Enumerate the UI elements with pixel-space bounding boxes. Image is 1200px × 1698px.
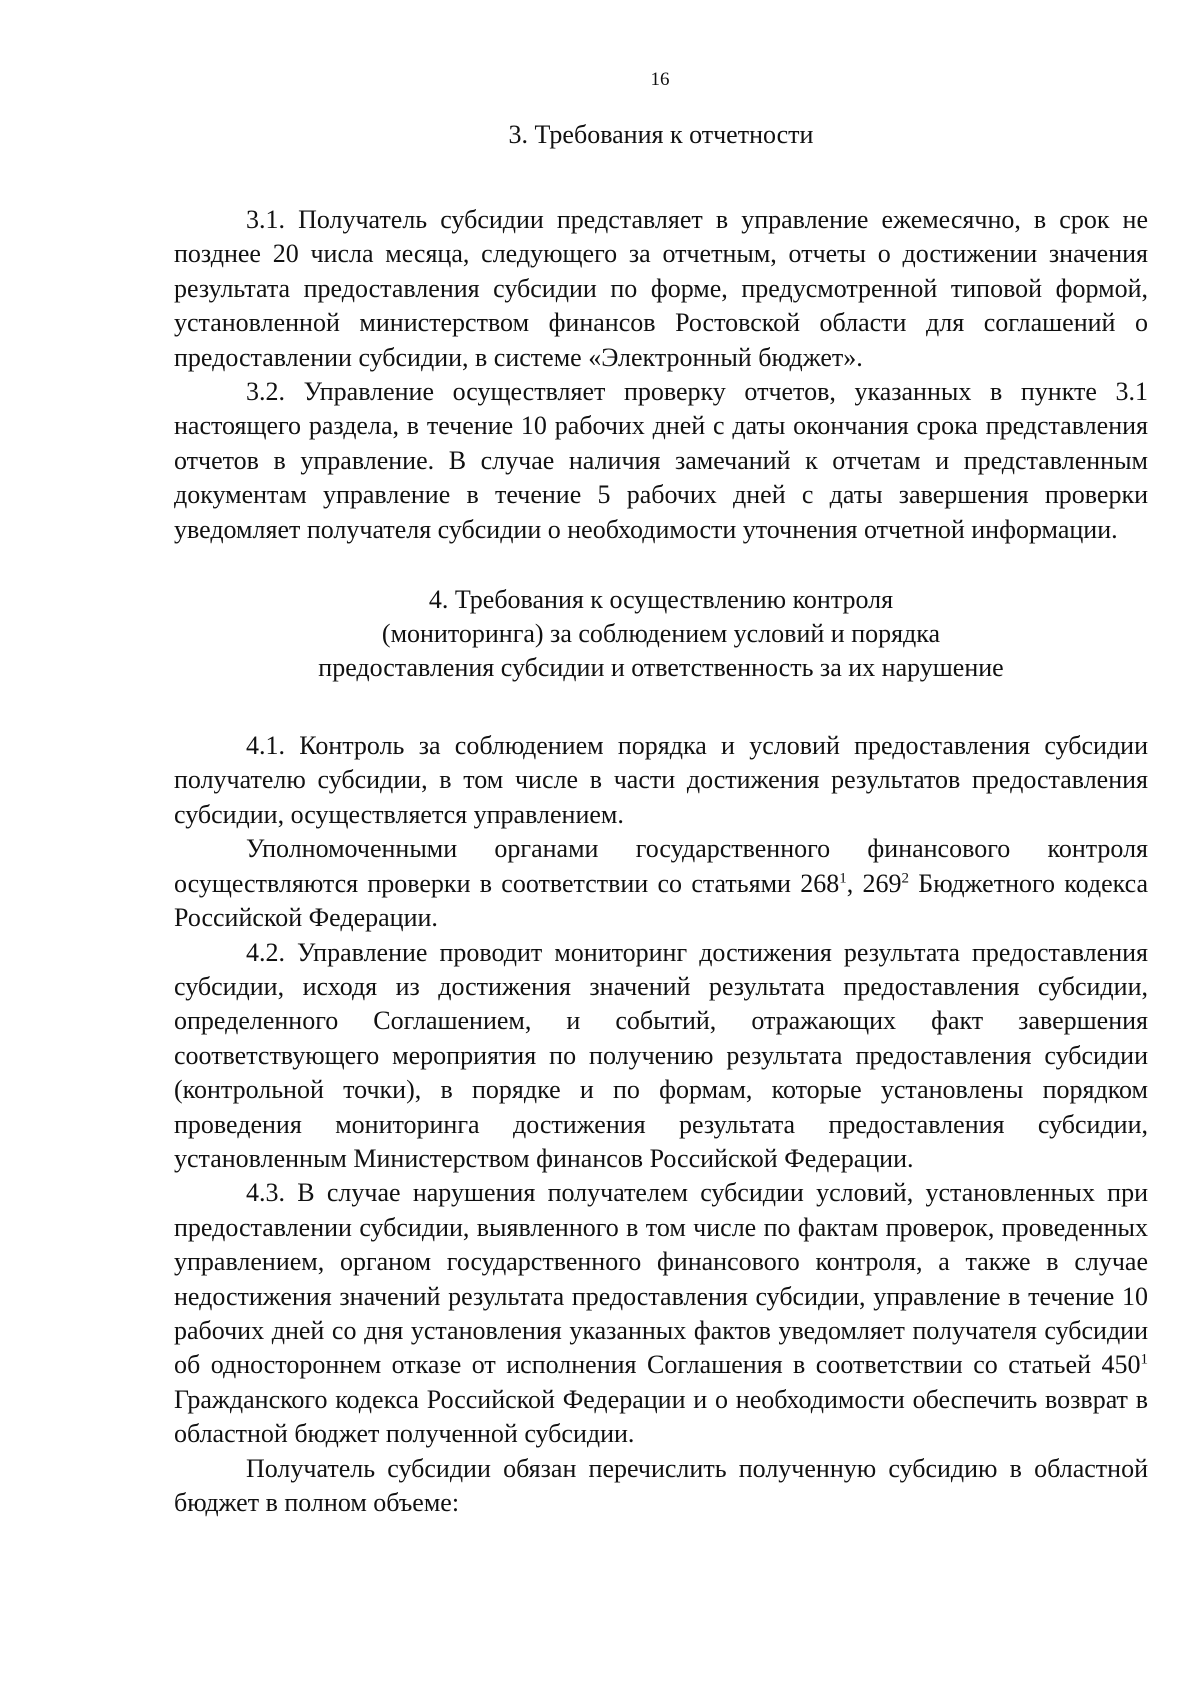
paragraph-3-1: 3.1. Получатель субсидии представляет в управление ежемесячно, в срок не позднее 20 числа месяца, следующего за отчетным, отчеты о достижении значения результата предоставления субсидии по форме, предусмотренной типовой формой, установленной министерством финансов Ростовской области для соглашений о предоставлении субсидии, в системе «Электронный бюджет». <box>174 205 1148 372</box>
section-4-heading-line-1: 4. Требования к осуществлению контроля <box>428 585 894 615</box>
paragraph-recipient-obliged: Получатель субсидии обязан перечислить полученную субсидию в областной бюджет в полном объеме: <box>174 1453 1148 1517</box>
superscript-2: 2 <box>901 870 910 887</box>
paragraph-4-1: 4.1. Контроль за соблюдением порядка и условий предоставления субсидии получателю субсидии, в том числе в части достижения результатов предоставления субсидии, осуществляется управлением. <box>174 731 1148 829</box>
section-4-heading <box>174 583 1148 685</box>
paragraph-4-3 <box>174 1176 1148 1451</box>
authorized-text-after: Бюджетного кодекса Российской Федерации. <box>174 868 1148 933</box>
section-3-heading: 3. Требования к отчетности <box>508 120 814 149</box>
page-number: 16 <box>650 69 670 90</box>
paragraph-3-2: 3.2. Управление осуществляет проверку отчетов, указанных в пункте 3.1 настоящего раздела, в течение 10 рабочих дней с даты окончания срока представления отчетов в управление. В случае наличия замечаний к отчетам и представленным документам управление в течение 5 рабочих дней с даты завершения проверки уведомляет получателя субсидии о необходимости уточнения отчетной информации. <box>174 377 1148 544</box>
superscript-1: 1 <box>839 870 847 887</box>
paragraph-4-2: 4.2. Управление проводит мониторинг достижения результата предоставления субсидии, исходя из достижения значений результата предоставления субсидии, определенного Соглашением, и событий, отражающих факт завершения соответствующего мероприятия по получению результата предоставления субсидии (контрольной точки), в порядке и по формам, которые установлены порядком проведения мониторинга достижения результата предоставления субсидии, установленным Министерством финансов Российской Федерации. <box>174 937 1148 1173</box>
superscript-450: 1 <box>1140 1351 1148 1368</box>
section-4-heading-line-3: предоставления субсидии и ответственность за их нарушение <box>318 653 1004 683</box>
p4-3-text-after: Гражданского кодекса Российской Федерации и о необходимости обеспечить возврат в областной бюджет полученной субсидии. <box>174 1384 1148 1449</box>
authorized-text-mid: , 269 <box>846 868 902 898</box>
section-4-heading-line-2: (мониторинга) за соблюдением условий и порядка <box>381 619 941 649</box>
authorized-text-before: Уполномоченными органами государственного финансового контроля осуществляются проверки в соответствии со статьями 268 <box>174 834 1148 898</box>
paragraph-authorized-bodies <box>174 832 1148 935</box>
p4-3-text-before: 4.3. В случае нарушения получателем субсидии условий, установленных при предоставлении субсидии, выявленного в том числе по фактам проверок, проведенных управлением, органом государственного финансового контроля, а также в случае недостижения значений результата предоставления субсидии, управление в течение 10 рабочих дней со дня установления указанных фактов уведомляет получателя субсидии об одностороннем отказе от исполнения Соглашения в соответствии со статьей 450 <box>174 1178 1148 1380</box>
document-body <box>174 118 1148 1520</box>
